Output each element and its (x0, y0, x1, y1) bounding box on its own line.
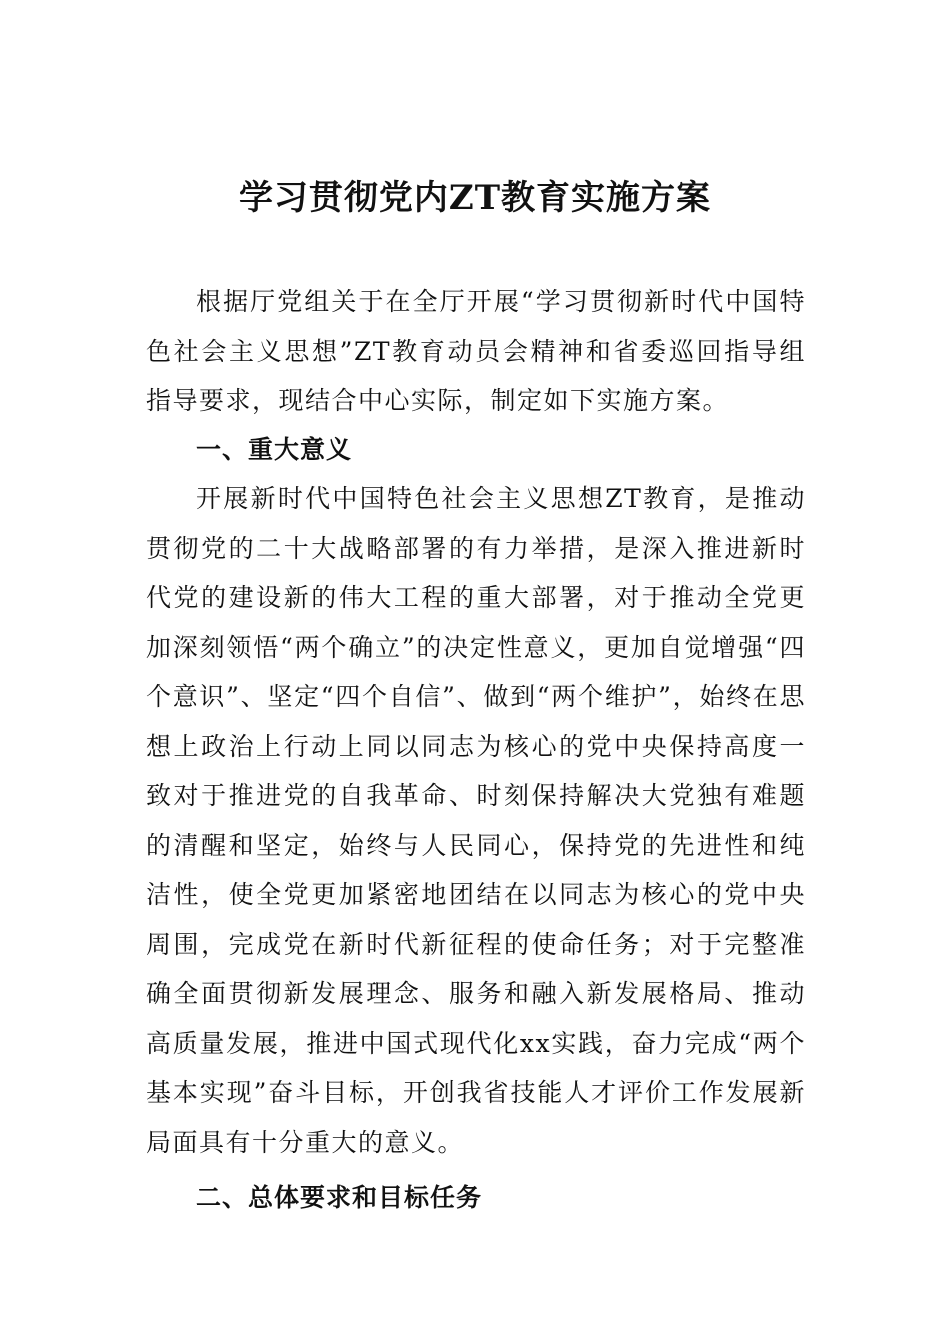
document-title: 学习贯彻党内ZT教育实施方案 (238, 178, 712, 218)
intro-paragraph: 根据厅党组关于在全厅开展“学习贯彻新时代中国特色社会主义思想”ZT教育动员会精神和省委巡回指导组指导要求，现结合中心实际，制定如下实施方案。 (146, 287, 806, 415)
significance-paragraph: 开展新时代中国特色社会主义思想ZT教育，是推动贯彻党的二十大战略部署的有力举措，是深入推进新时代党的建设新的伟大工程的重大部署，对于推动全党更加深刻领悟“两个确立”的决定性意义，更加自觉增强“四个意识”、坚定“四个自信”、做到“两个维护”，始终在思想上政治上行动上同以同志为核心的党中央保持高度一致对于推进党的自我革命、时刻保持解决大党独有难题的清醒和坚定，始终与人民同心，保持党的先进性和纯洁性，使全党更加紧密地团结在以同志为核心的党中央周围，完成党在新时代新征程的使命任务；对于完整准确全面贯彻新发展理念、服务和融入新发展格局、推动高质量发展，推进中国式现代化xx实践，奋力完成“两个基本实现”奋斗目标，开创我省技能人才评价工作发展新局面具有十分重大的意义。 (146, 484, 806, 1157)
section-heading-requirements: 二、总体要求和目标任务 (196, 1183, 483, 1212)
section-heading-significance: 一、重大意义 (196, 435, 353, 464)
